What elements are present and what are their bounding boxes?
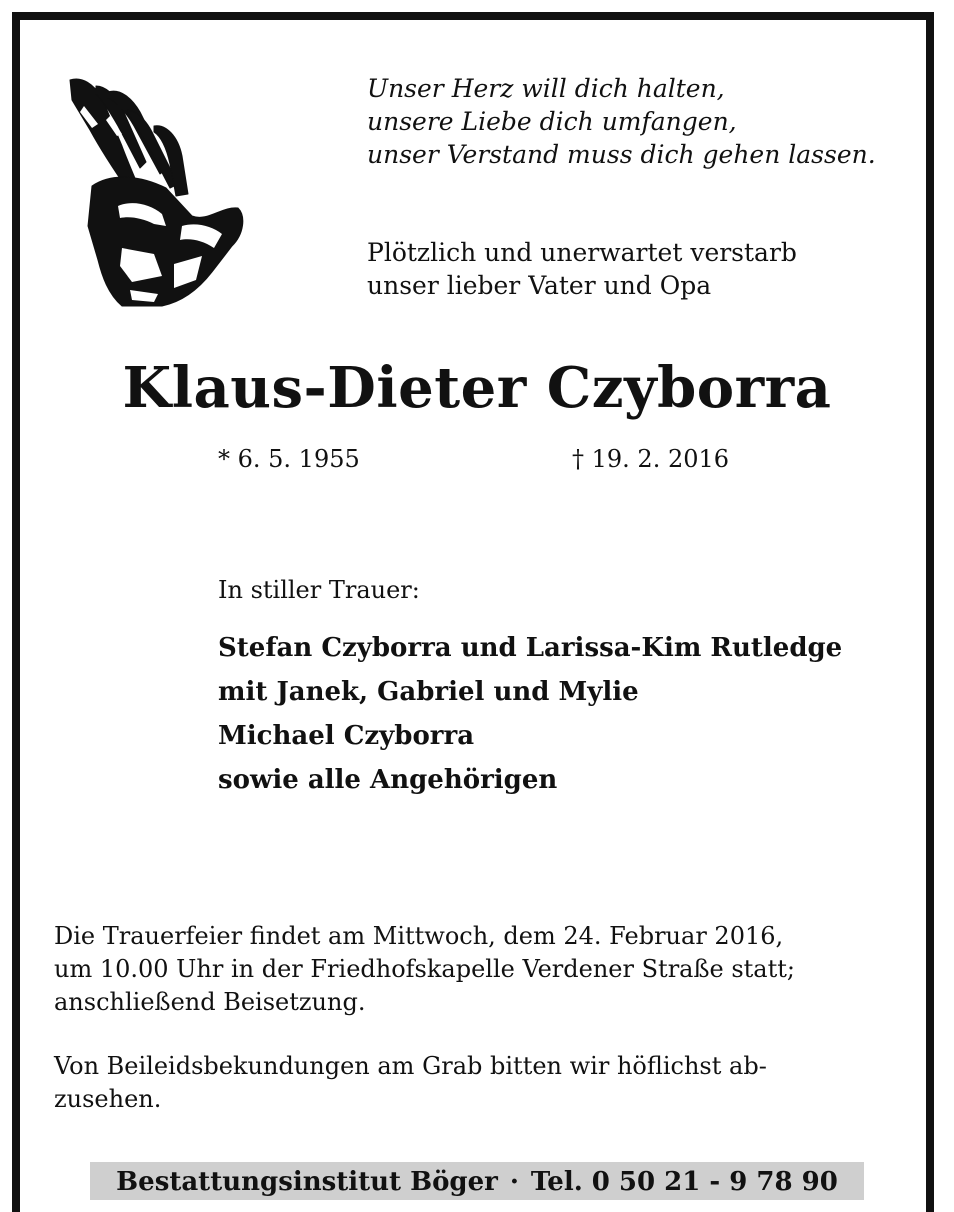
funeral-home-phone: Tel. 0 50 21 - 9 78 90 xyxy=(530,1167,838,1197)
service-line: um 10.00 Uhr in der Friedhofskapelle Verdener Straße statt; xyxy=(54,955,795,983)
poem-line: unsere Liebe dich umfangen, xyxy=(367,107,737,136)
death-announcement xyxy=(367,236,797,302)
family-line: Michael Czyborra xyxy=(218,721,475,751)
condolence-line: Von Beileidsbekundungen am Grab bitten wir höflichst ab- xyxy=(54,1052,767,1080)
poem-line: unser Verstand muss dich gehen lassen. xyxy=(367,140,876,169)
family-line: mit Janek, Gabriel und Mylie xyxy=(218,677,639,707)
poem-line: Unser Herz will dich halten, xyxy=(367,74,725,103)
service-line: anschließend Beisetzung. xyxy=(54,988,366,1016)
family-line: Stefan Czyborra und Larissa-Kim Rutledge xyxy=(218,633,843,663)
funeral-home-footer xyxy=(90,1162,864,1200)
announcement-line: Plötzlich und unerwartet verstarb xyxy=(367,238,797,267)
birth-date: * 6. 5. 1955 xyxy=(218,445,360,473)
footer-separator: · xyxy=(509,1167,519,1197)
condolence-line: zusehen. xyxy=(54,1085,162,1113)
service-line: Die Trauerfeier findet am Mittwoch, dem 24. Februar 2016, xyxy=(54,922,784,950)
deceased-name: Klaus-Dieter Czyborra xyxy=(122,355,832,421)
announcement-line: unser lieber Vater und Opa xyxy=(367,271,712,300)
family-line: sowie alle Angehörigen xyxy=(218,765,558,795)
praying-hands-icon xyxy=(62,76,246,308)
condolence-note xyxy=(54,1050,902,1116)
poem xyxy=(367,72,876,171)
funeral-home-name: Bestattungsinstitut Böger xyxy=(116,1167,498,1197)
family-list xyxy=(218,626,842,802)
funeral-service-info xyxy=(54,920,902,1019)
death-date: † 19. 2. 2016 xyxy=(572,445,730,473)
mourning-label: In stiller Trauer: xyxy=(218,576,420,604)
